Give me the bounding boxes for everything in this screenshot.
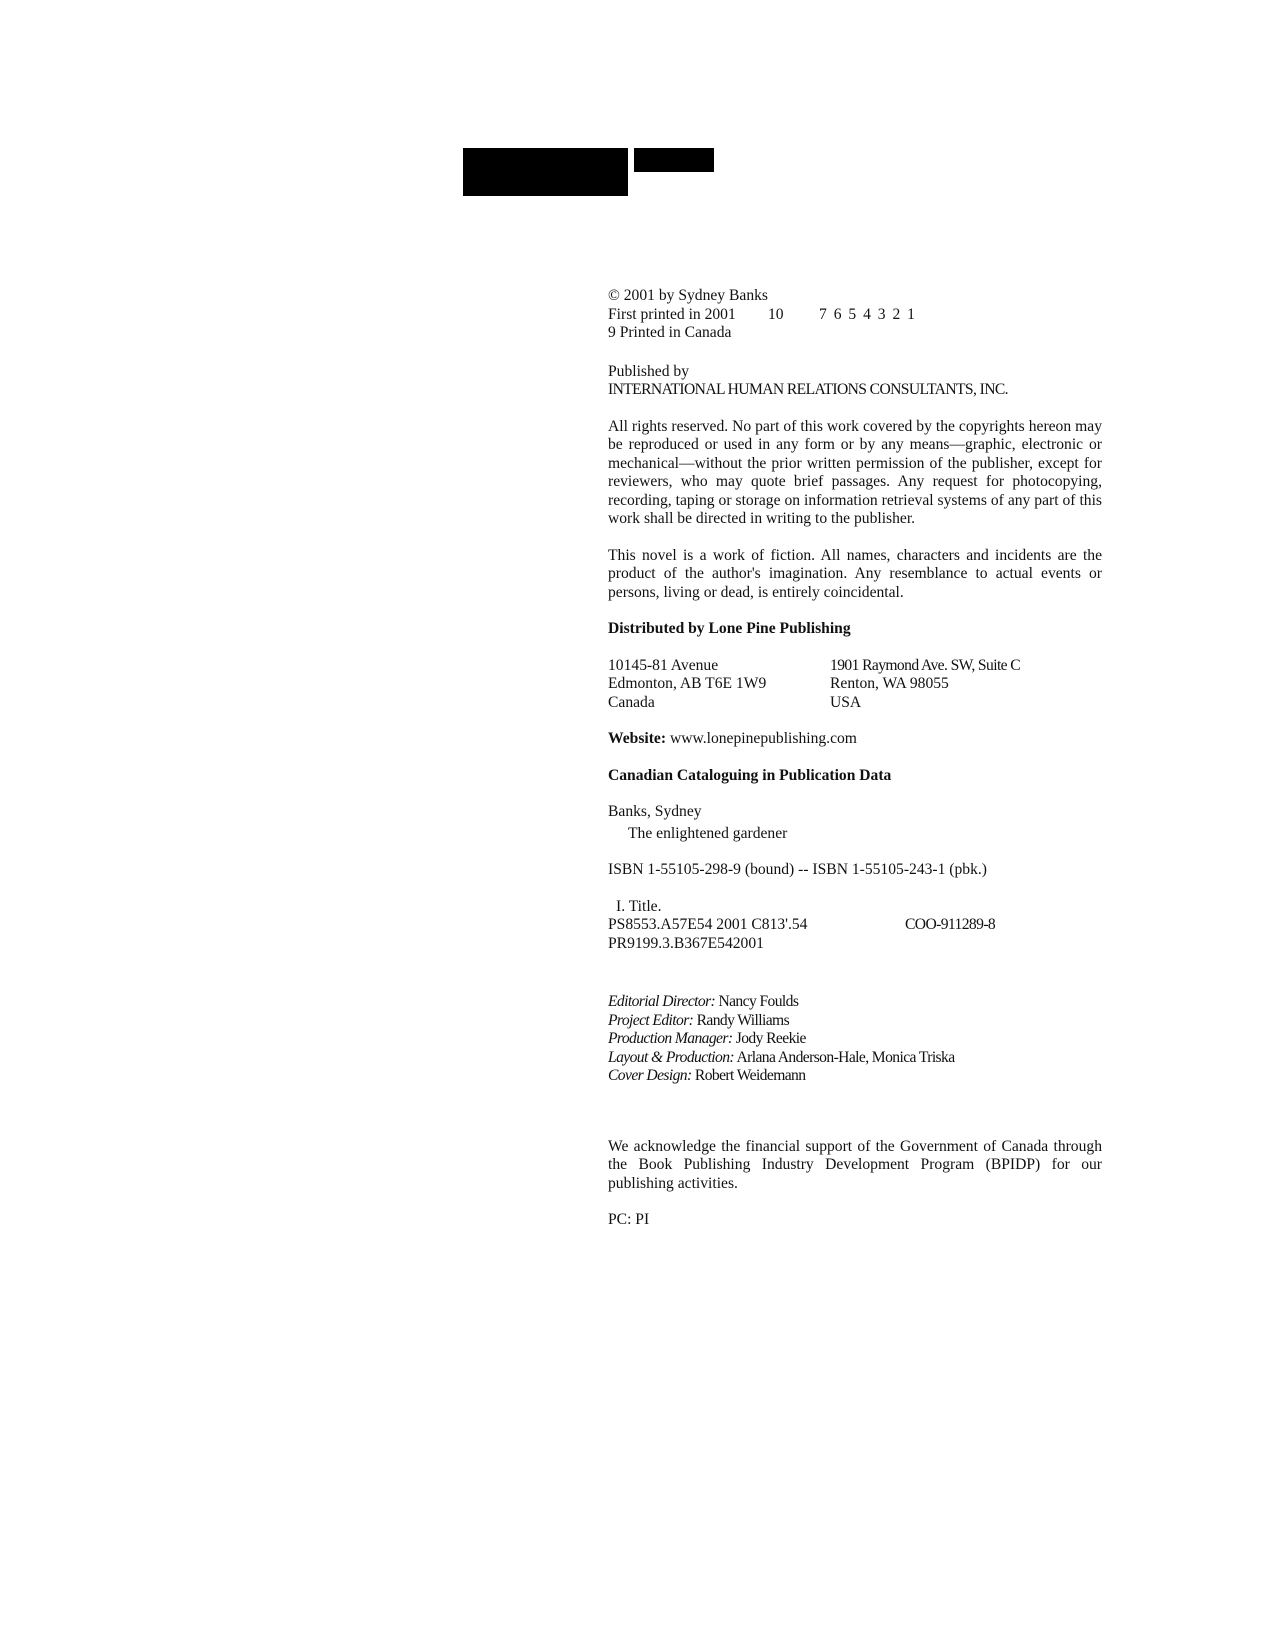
copyright-page-column xyxy=(608,287,1102,1230)
cip-class-2: PR9199.3.B367E542001 xyxy=(608,934,764,952)
credit-name: Robert Weidemann xyxy=(694,1067,806,1084)
print-number-b: 7 6 5 4 3 2 1 xyxy=(819,305,917,323)
usa-address xyxy=(830,657,1102,713)
printed-in-canada: 9 Printed in Canada xyxy=(608,324,732,341)
canada-address xyxy=(608,657,830,713)
address-line: 1901 Raymond Ave. SW, Suite C xyxy=(830,656,1021,674)
redaction-block-large xyxy=(463,148,628,196)
credit-role: Cover Design: xyxy=(608,1067,692,1084)
acknowledgement-paragraph: We acknowledge the financial support of the Government of Canada through the Book Publishing Industry Development Program (BPIDP) for our publishing activities. xyxy=(608,1137,1102,1192)
credit-line xyxy=(608,1067,1102,1086)
credit-line xyxy=(608,1030,1102,1049)
credit-role: Project Editor: xyxy=(608,1011,694,1029)
address-line: 10145-81 Avenue xyxy=(608,656,719,674)
credit-name: Arlana Anderson-Hale, Monica Triska xyxy=(736,1048,955,1066)
address-line: Renton, WA 98055 xyxy=(830,675,949,692)
published-by-label: Published by xyxy=(608,362,690,380)
publisher-name: INTERNATIONAL HUMAN RELATIONS CONSULTANTS, INC. xyxy=(608,381,1008,398)
address-line: Canada xyxy=(608,693,655,711)
credits-list xyxy=(608,993,1102,1086)
credit-line xyxy=(608,993,1102,1012)
credit-role: Editorial Director: xyxy=(608,993,716,1010)
credit-name: Jody Reekie xyxy=(735,1030,806,1047)
cip-author: Banks, Sydney xyxy=(608,803,702,820)
redaction-block-small xyxy=(634,148,714,172)
cip-classification-row xyxy=(608,916,1102,935)
copyright-line: © 2001 by Sydney Banks xyxy=(608,287,768,304)
credit-name: Nancy Foulds xyxy=(718,993,799,1010)
cip-heading: Canadian Cataloguing in Publication Data xyxy=(608,766,892,784)
cip-class-code: COO-911289-8 xyxy=(905,916,996,933)
website-line xyxy=(608,730,1102,749)
credit-name: Randy Williams xyxy=(696,1011,790,1029)
website-url: www.lonepinepublishing.com xyxy=(669,730,857,747)
address-line: Edmonton, AB T6E 1W9 xyxy=(608,675,767,692)
credit-line xyxy=(608,1012,1102,1031)
cip-title: The enlightened gardener xyxy=(628,824,788,842)
credit-role: Production Manager: xyxy=(608,1030,733,1047)
credit-line xyxy=(608,1049,1102,1068)
first-printed: First printed in 2001 xyxy=(608,305,736,323)
distributor-heading: Distributed by Lone Pine Publishing xyxy=(608,620,851,637)
cip-class-1: PS8553.A57E54 2001 C813'.54 xyxy=(608,916,808,933)
cip-title-entry: I. Title. xyxy=(616,897,662,915)
credit-role: Layout & Production: xyxy=(608,1048,735,1066)
rights-paragraph: All rights reserved. No part of this work covered by the copyrights hereon may be reproduced or used in any form or by any means—graphic, electronic or mechanical—without the prior written permission of the publisher, except for reviewers, who may quote brief passages. Any request for photocopying, recording, taping or storage on information retrieval systems of any part of this work shall be directed in writing to the publisher. xyxy=(608,417,1102,527)
cip-isbn: ISBN 1-55105-298-9 (bound) -- ISBN 1-55105-243-1 (pbk.) xyxy=(608,861,987,878)
printing-line xyxy=(608,306,1102,325)
address-line: USA xyxy=(830,693,862,711)
distributor-addresses xyxy=(608,657,1102,713)
print-number-a: 10 xyxy=(768,305,784,323)
fiction-disclaimer: This novel is a work of fiction. All names, characters and incidents are the product of the author's imagination. Any resemblance to actual events or persons, living or dead, is entirely coincidental. xyxy=(608,546,1102,601)
website-label: Website: xyxy=(608,730,667,747)
pc-line: PC: PI xyxy=(608,1211,650,1228)
